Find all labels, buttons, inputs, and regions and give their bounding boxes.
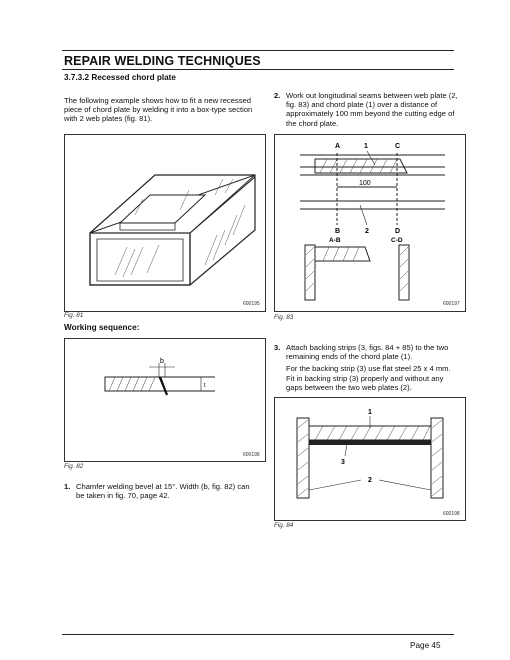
fig-81-label: Fig. 81 [64,312,84,319]
fig-82-label-b: b [160,358,164,365]
fig-83-dimension: 100 [359,180,371,187]
fig-84-frame [274,397,466,521]
fig-83-label-c: C [395,143,401,150]
fig-83-label-1: 1 [364,143,368,150]
step-3-text-2: For the backing strip (3) use flat steel 25 x 4 mm. Fit in backing strip (3) properly and without any gaps between the two web plates (2). [286,364,451,392]
fig-82-drawing [65,339,265,461]
fig-81-drawing [65,135,265,311]
fig-83-label-b: B [335,228,341,235]
fig-84-label-1: 1 [368,409,372,416]
fig-83-frame [274,134,466,312]
fig-84-drawing [275,398,465,520]
step-1 [64,482,260,500]
fig-83-drawing [275,135,465,311]
step-3 [274,343,460,392]
top-rule [62,50,454,51]
step-1-number: 1. [64,482,71,491]
fig-83-section-ab: A-B [329,237,341,244]
fig-83-label-2: 2 [365,228,369,235]
fig-83-section-cd: C-D [391,237,403,244]
fig-84-label-3: 3 [341,459,345,466]
intro-paragraph: The following example shows how to fit a new recessed piece of chord plate by welding it into a box-type section with 2 web plates (fig. 81). [64,96,253,124]
fig-81-code: 600195 [243,301,260,307]
fig-84-code: 600198 [443,511,460,517]
working-sequence-heading: Working sequence: [64,323,140,332]
step-2-text: Work out longitudinal seams between web plate (2, fig. 83) and chord plate (1) over a distance of approximately 100 mm beyond the cutting edge of the chord plate. [286,91,458,128]
step-1-text: Chamfer welding bevel at 15°. Width (b, fig. 82) can be taken in fig. 70, page 42. [76,482,250,501]
fig-82-frame [64,338,266,462]
fig-81-frame [64,134,266,312]
fig-82-label: Fig. 82 [64,463,84,470]
fig-83-code: 600197 [443,301,460,307]
fig-82-label-t: t [204,383,206,389]
step-2-number: 2. [274,91,281,100]
bottom-rule [62,634,454,635]
step-3-text: Attach backing strips (3, figs. 84 + 85) to the two remaining ends of the chord plate (1). [286,343,449,362]
step-3-number: 3. [274,343,281,352]
fig-83-label-d: D [395,228,401,235]
title-underline [62,69,454,70]
fig-84-label: Fig. 84 [274,522,294,529]
section-heading: 3.7.3.2 Recessed chord plate [64,73,176,82]
fig-83-label: Fig. 83 [274,314,294,321]
fig-84-label-2: 2 [368,477,372,484]
fig-83-label-a: A [335,143,341,150]
page-title: REPAIR WELDING TECHNIQUES [64,54,261,68]
page-number: Page 45 [410,641,441,650]
fig-82-code: 600198 [243,452,260,458]
step-2 [274,91,460,128]
